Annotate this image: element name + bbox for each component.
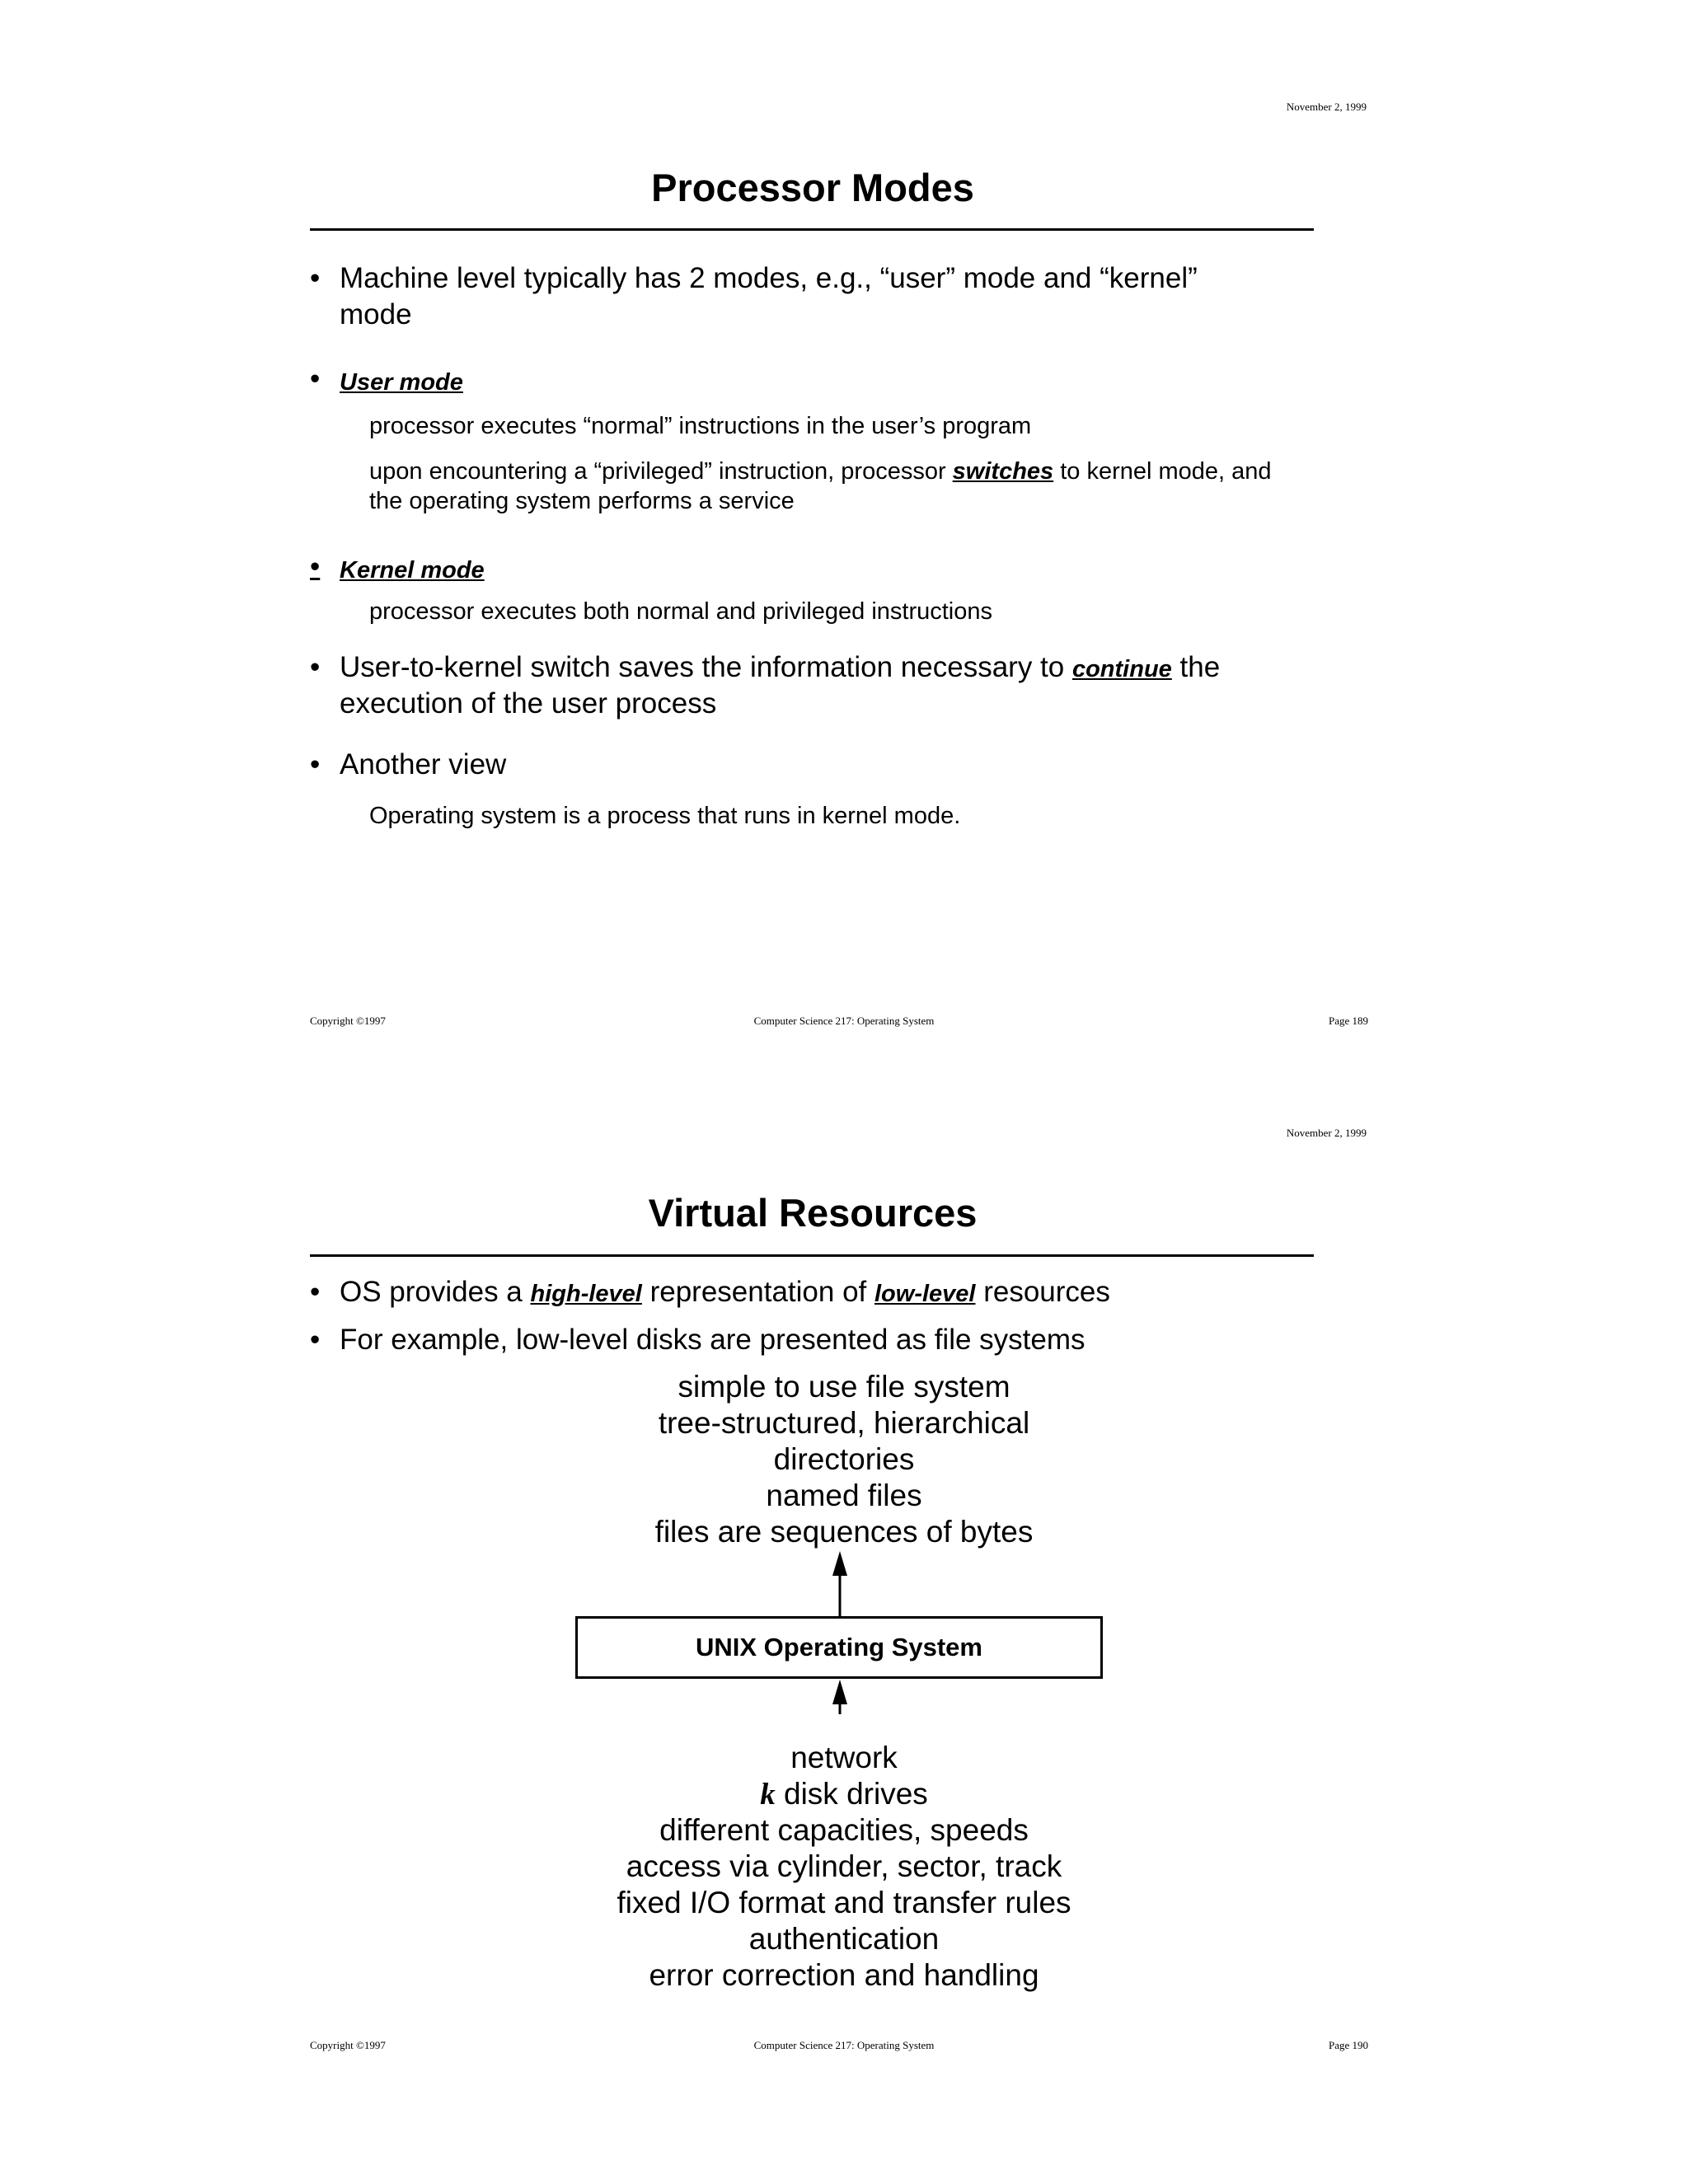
bullet-text-post: the (1171, 651, 1221, 683)
upper-line-4: named files (766, 1479, 922, 1512)
bullet-dot: • (310, 551, 321, 583)
footer-page-number: Page 190 (1328, 2039, 1368, 2051)
bullet-text (340, 1274, 1110, 1312)
bullet-text: For example, low-level disks are presented as file systems (340, 1324, 1085, 1356)
bullet-text-continued: mode (340, 298, 412, 330)
page-date: November 2, 1999 (1286, 101, 1367, 113)
another-view-sub1: Operating system is a process that runs in kernel mode. (369, 803, 961, 829)
bullet-text-post: resources (975, 1276, 1110, 1308)
page-title: Processor Modes (651, 166, 974, 209)
bullet-text-continued: execution of the user process (340, 687, 717, 719)
bullet-user-to-kernel (310, 649, 1381, 724)
sub2-text-post: to kernel mode, and (1053, 458, 1272, 485)
bullet-emphasis-low-level: low-level (874, 1281, 976, 1307)
bullet-text: Another view (340, 748, 507, 780)
unix-os-box: UNIX Operating System (575, 1616, 1103, 1679)
lower-line-3: different capacities, speeds (659, 1813, 1029, 1847)
page-title: Virtual Resources (648, 1191, 978, 1235)
footer-copyright: Copyright ©1997 (310, 2039, 386, 2051)
kernel-mode-sub1: processor executes both normal and privileged instructions (369, 598, 993, 625)
kernel-mode-heading: Kernel mode (340, 557, 485, 583)
upper-line-2: tree-structured, hierarchical (658, 1406, 1030, 1440)
bullet-dot: • (310, 651, 321, 683)
lower-line-2 (0, 1776, 1688, 1813)
bullet-user-mode (310, 361, 804, 397)
bullet-text (340, 649, 1220, 687)
bullet-dot: • (310, 748, 321, 780)
page-date: November 2, 1999 (1286, 1127, 1367, 1139)
sub2-text-pre: upon encountering a “privileged” instruction, processor (369, 458, 953, 485)
bullet-dot: • (310, 1324, 321, 1356)
bullet-dot: • (310, 262, 321, 294)
user-mode-sub2-line2: the operating system performs a service (369, 488, 795, 514)
bullet-text-pre: OS provides a (340, 1276, 531, 1308)
bullet-dot: • (310, 363, 321, 395)
lower-line-1: network (790, 1741, 898, 1774)
footer-copyright: Copyright ©1997 (310, 1015, 386, 1027)
arrow-up-to-files (832, 1551, 847, 1617)
footer-course: Computer Science 217: Operating System (753, 2039, 935, 2051)
bullet-text-pre: User-to-kernel switch saves the information necessary to (340, 651, 1072, 683)
lower-line-6: authentication (748, 1922, 940, 1956)
bullet-text: Machine level typically has 2 modes, e.g., “user” mode and “kernel” (340, 262, 1198, 294)
bullet-kernel-mode (310, 549, 804, 585)
bullet-machine-modes (310, 260, 1381, 335)
footer-page-number: Page 189 (1328, 1015, 1368, 1027)
bullet-text-mid: representation of (641, 1276, 874, 1308)
bullet-emphasis: continue (1071, 656, 1172, 682)
disk-drives-text: disk drives (775, 1777, 928, 1811)
arrow-up-to-os (832, 1680, 847, 1714)
title-rule (310, 1254, 1314, 1257)
bullet-dot: • (310, 1276, 321, 1308)
upper-line-3: directories (773, 1442, 915, 1476)
lower-line-4: access via cylinder, sector, track (626, 1849, 1062, 1883)
lower-line-7: error correction and handling (649, 1958, 1039, 1992)
user-mode-sub1: processor executes “normal” instructions in the user’s program (369, 413, 1032, 439)
k-variable: k (760, 1778, 776, 1811)
title-rule (310, 228, 1314, 231)
bullet-another-view (310, 747, 804, 783)
user-mode-sub2 (369, 457, 1272, 486)
upper-line-1: simple to use file system (678, 1370, 1010, 1404)
lower-line-5: fixed I/O format and transfer rules (617, 1886, 1071, 1919)
footer-course: Computer Science 217: Operating System (753, 1015, 935, 1027)
bullet-emphasis-high-level: high-level (530, 1281, 642, 1307)
bullet-example (310, 1322, 1381, 1358)
sub2-emphasis: switches (952, 458, 1054, 485)
upper-line-5: files are sequences of bytes (654, 1515, 1034, 1549)
user-mode-heading: User mode (340, 369, 463, 396)
bullet-high-level (310, 1274, 1381, 1310)
